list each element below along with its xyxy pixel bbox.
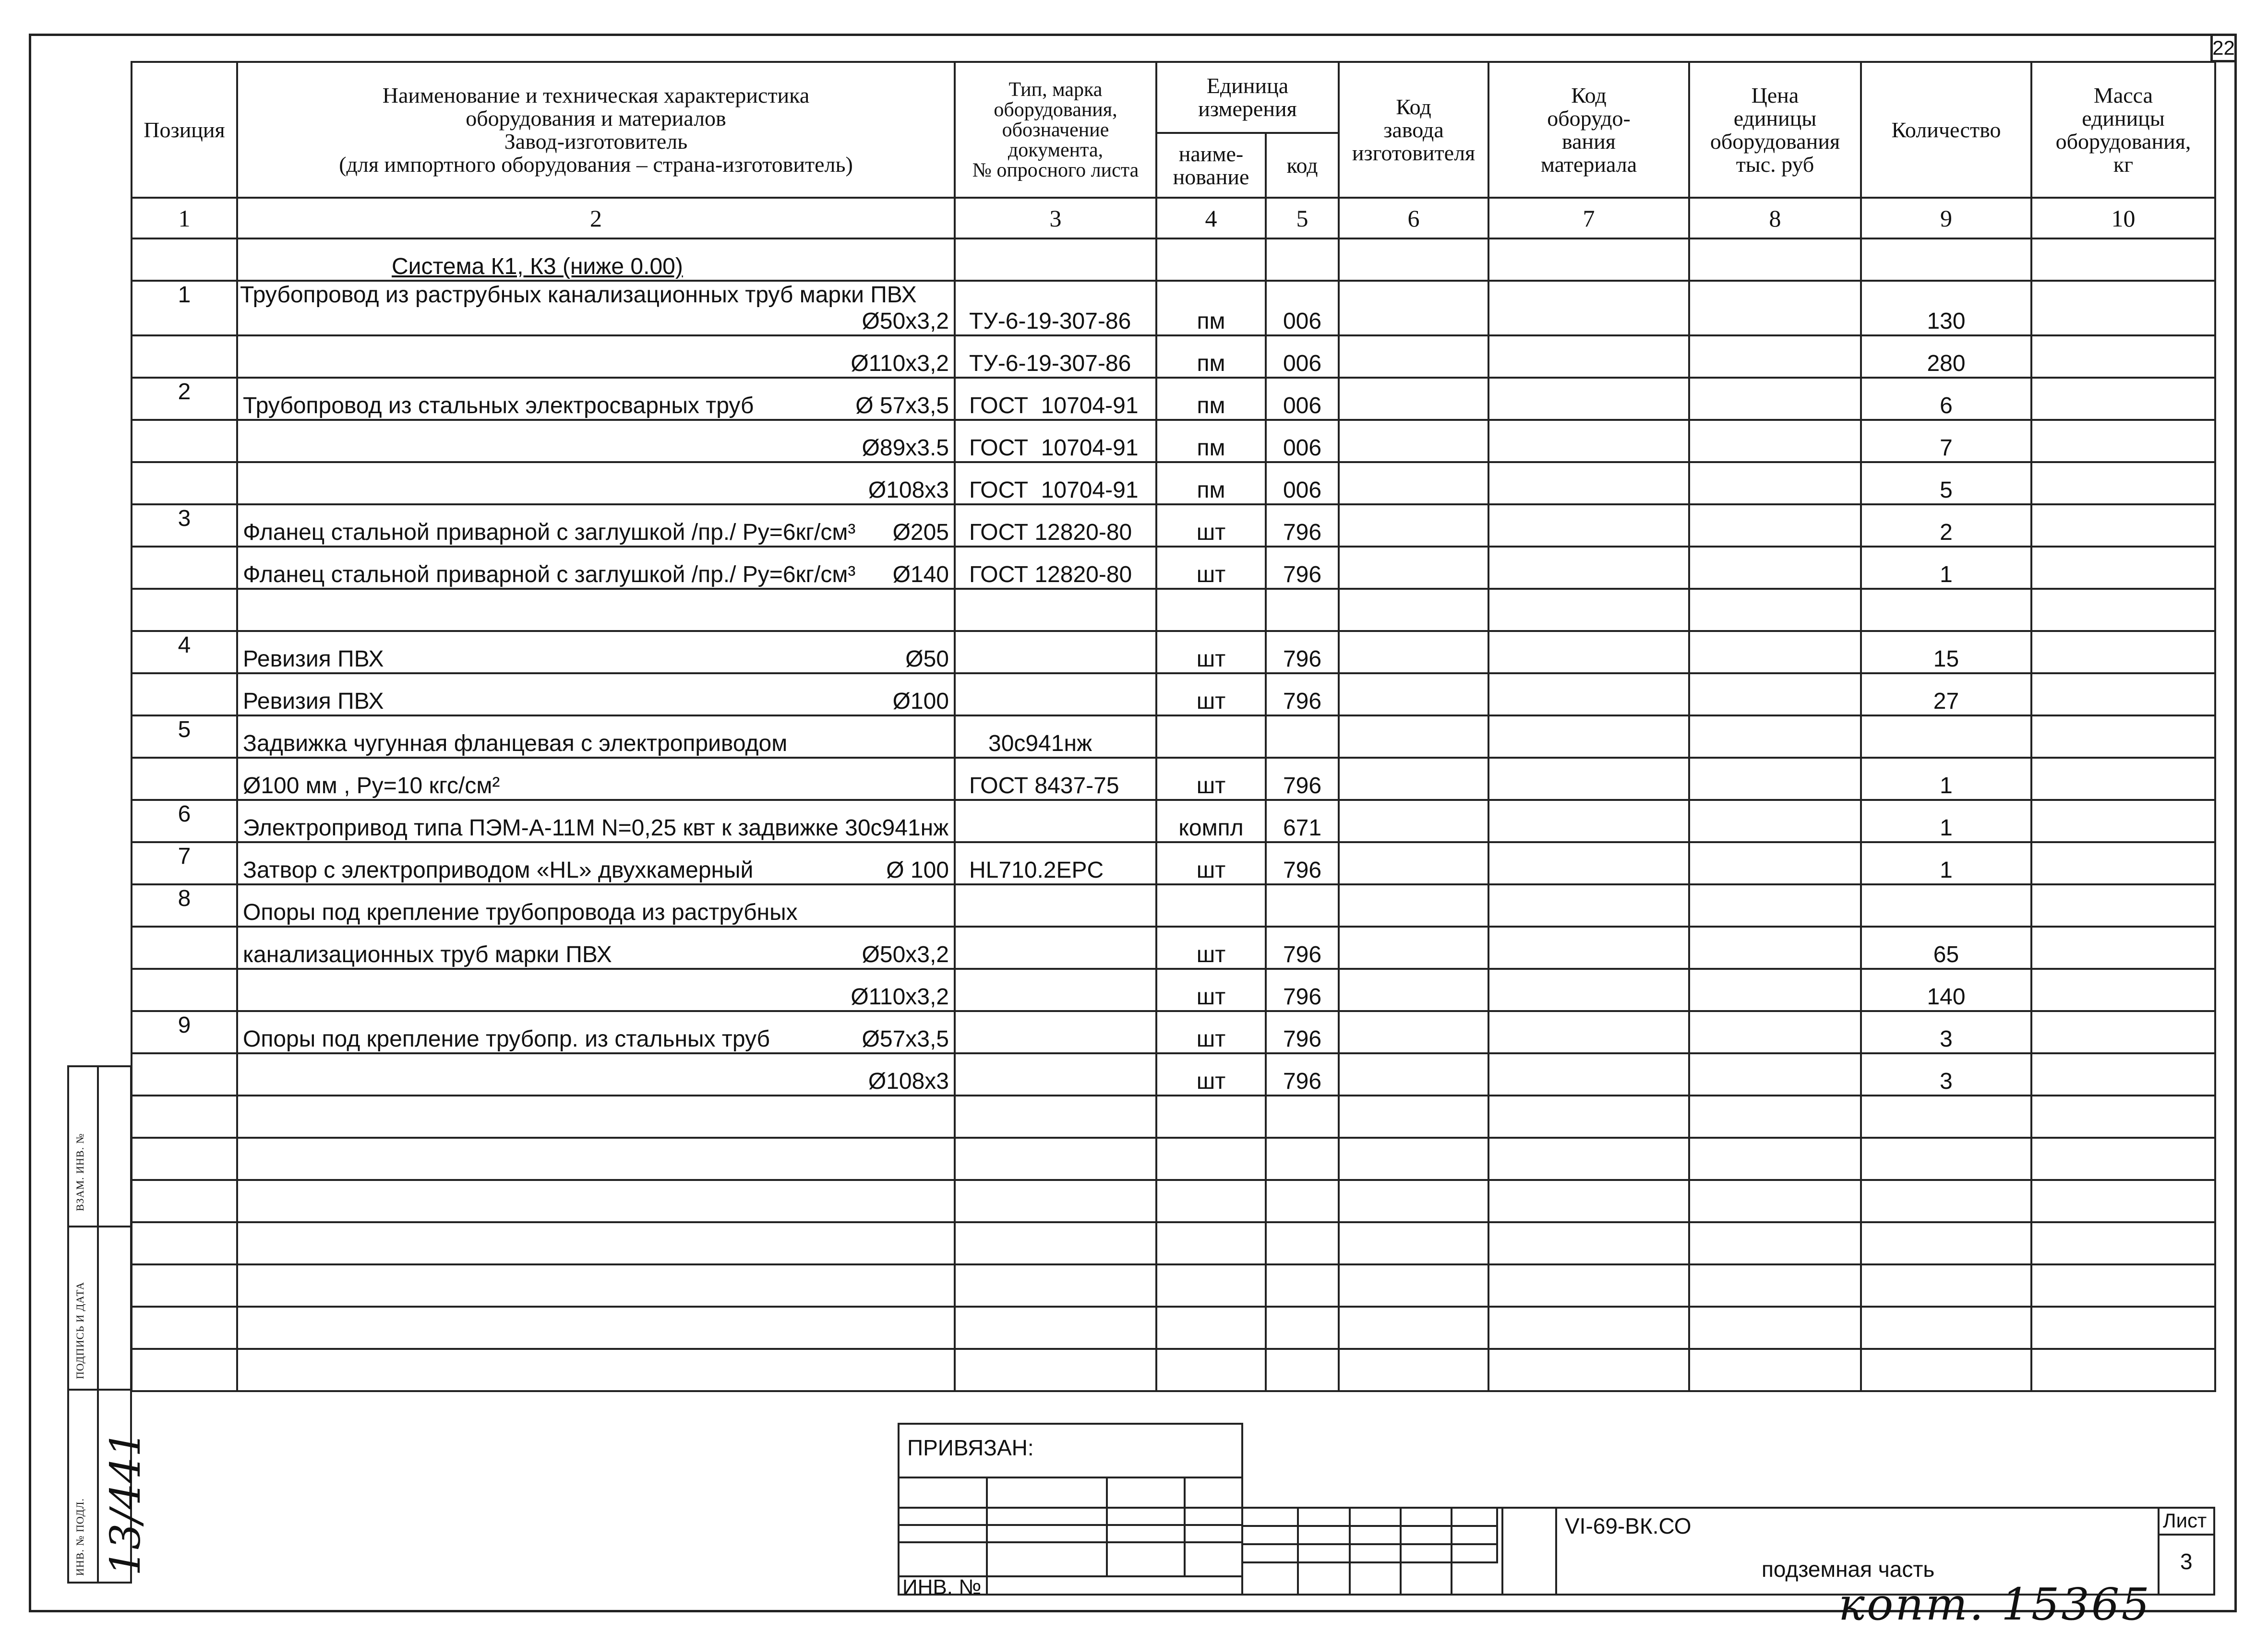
- row-unit-code: 006: [1266, 335, 1339, 378]
- header-maker-code: Код завода изготовителя: [1339, 62, 1488, 198]
- row-maker-code: [1339, 504, 1488, 547]
- row-unit-code: 796: [1266, 927, 1339, 969]
- row-price: [1689, 420, 1861, 462]
- row-name-cell: [237, 631, 955, 673]
- row-size: Ø50: [905, 646, 949, 672]
- row-position: [132, 927, 237, 969]
- row-maker-code: [1339, 547, 1488, 589]
- row-mass: [2031, 462, 2215, 504]
- row-unit: шт: [1156, 758, 1266, 800]
- row-unit: [1156, 589, 1266, 631]
- row-price: [1689, 462, 1861, 504]
- col-number: 3: [955, 198, 1156, 238]
- row-equip-code: [1488, 335, 1689, 378]
- table-row: [132, 1307, 2215, 1349]
- row-equip-code: [1488, 378, 1689, 420]
- row-name: Фланец стальной приварной с заглушкой /пр./ Ру=6кг/см³: [243, 520, 856, 545]
- row-quantity: 280: [1861, 335, 2031, 378]
- row-price: [1689, 927, 1861, 969]
- side-label-inv-podl: ИНВ. № ПОДЛ.: [74, 1498, 86, 1576]
- header-unit-name: наиме- нование: [1156, 133, 1266, 198]
- row-name: Ревизия ПВХ: [243, 689, 384, 714]
- table-row: [132, 547, 2215, 589]
- row-name: Трубопровод из раструбных канализационных труб марки ПВХ: [240, 282, 917, 308]
- row-quantity: 140: [1861, 969, 2031, 1011]
- row-type: [955, 589, 1156, 631]
- row-mass: [2031, 1053, 2215, 1096]
- section-title-row: [132, 238, 2215, 281]
- row-position: 9: [132, 1011, 237, 1053]
- row-name: Трубопровод из стальных электросварных труб: [243, 393, 754, 418]
- corner-sheet-number: 22: [2210, 34, 2237, 62]
- side-label-podpis-data: ПОДПИСЬ И ДАТА: [74, 1282, 86, 1379]
- row-unit-code: 796: [1266, 842, 1339, 884]
- row-maker-code: [1339, 884, 1488, 927]
- header-unit-group: Единица измерения: [1156, 62, 1339, 133]
- row-unit-code: 796: [1266, 1053, 1339, 1096]
- row-quantity: [1861, 715, 2031, 758]
- document-code: VI-69-ВК.СО: [1565, 1513, 1692, 1538]
- header-quantity: Количество: [1861, 62, 2031, 198]
- row-name: Опоры под крепление трубопр. из стальных труб: [243, 1026, 770, 1052]
- row-quantity: 2: [1861, 504, 2031, 547]
- row-name: канализационных труб марки ПВХ: [243, 942, 612, 967]
- row-equip-code: [1488, 420, 1689, 462]
- specification-table: [131, 61, 2216, 1392]
- row-name-cell: [237, 715, 955, 758]
- table-row: [132, 1349, 2215, 1391]
- row-quantity: 6: [1861, 378, 2031, 420]
- row-name-cell: [237, 462, 955, 504]
- row-quantity: 65: [1861, 927, 2031, 969]
- row-type: [955, 673, 1156, 715]
- row-type: [955, 1011, 1156, 1053]
- row-maker-code: [1339, 378, 1488, 420]
- row-quantity: 130: [1861, 281, 2031, 335]
- row-equip-code: [1488, 1053, 1689, 1096]
- table-row: [132, 884, 2215, 927]
- row-type: ГОСТ 10704-91: [955, 462, 1156, 504]
- row-price: [1689, 673, 1861, 715]
- row-mass: [2031, 420, 2215, 462]
- row-type: [955, 969, 1156, 1011]
- row-unit: шт: [1156, 673, 1266, 715]
- row-price: [1689, 758, 1861, 800]
- row-size: Ø108x3: [868, 477, 949, 503]
- row-quantity: 7: [1861, 420, 2031, 462]
- row-type: HL710.2EPC: [955, 842, 1156, 884]
- row-position: 7: [132, 842, 237, 884]
- section-title: Система К1, К3 (ниже 0.00): [237, 238, 955, 281]
- table-row: [132, 800, 2215, 842]
- row-price: [1689, 884, 1861, 927]
- row-maker-code: [1339, 1011, 1488, 1053]
- row-position: 2: [132, 378, 237, 420]
- header-mass: Масса единицы оборудования, кг: [2031, 62, 2215, 198]
- row-position: 8: [132, 884, 237, 927]
- row-price: [1689, 842, 1861, 884]
- row-size: Ø205: [892, 520, 949, 545]
- row-position: [132, 420, 237, 462]
- row-size: Ø 100: [886, 858, 949, 883]
- row-type: ТУ-6-19-307-86: [955, 281, 1156, 335]
- row-type: [955, 1053, 1156, 1096]
- table-row: [132, 335, 2215, 378]
- row-maker-code: [1339, 335, 1488, 378]
- row-maker-code: [1339, 281, 1488, 335]
- row-unit: компл: [1156, 800, 1266, 842]
- row-price: [1689, 715, 1861, 758]
- row-unit: пм: [1156, 281, 1266, 335]
- header-name: Наименование и техническая характеристика оборудования и материалов Завод-изготовитель (для импортного оборудования – страна-изготовитель): [237, 62, 955, 198]
- row-equip-code: [1488, 631, 1689, 673]
- row-mass: [2031, 927, 2215, 969]
- row-type: ГОСТ 10704-91: [955, 420, 1156, 462]
- sheet-number: 3: [2180, 1549, 2193, 1574]
- row-type: ГОСТ 8437-75: [955, 758, 1156, 800]
- table-row: [132, 1096, 2215, 1138]
- row-size: Ø50x3,2: [862, 942, 949, 967]
- col-number: 1: [132, 198, 237, 238]
- row-name-cell: [237, 1011, 955, 1053]
- row-unit: пм: [1156, 378, 1266, 420]
- row-mass: [2031, 589, 2215, 631]
- row-equip-code: [1488, 969, 1689, 1011]
- table-row: [132, 1264, 2215, 1307]
- row-position: 1: [132, 281, 237, 335]
- row-maker-code: [1339, 927, 1488, 969]
- row-mass: [2031, 335, 2215, 378]
- row-name: Ревизия ПВХ: [243, 646, 384, 672]
- row-mass: [2031, 969, 2215, 1011]
- row-mass: [2031, 504, 2215, 547]
- row-position: [132, 673, 237, 715]
- table-row: [132, 1180, 2215, 1222]
- row-size: Ø140: [892, 562, 949, 587]
- header-position: Позиция: [132, 62, 237, 198]
- row-name-cell: [237, 335, 955, 378]
- row-unit: пм: [1156, 335, 1266, 378]
- row-equip-code: [1488, 673, 1689, 715]
- row-size: Ø110x3,2: [851, 351, 949, 376]
- row-name-cell: [237, 800, 955, 842]
- row-position: 6: [132, 800, 237, 842]
- row-name-cell: [237, 842, 955, 884]
- row-mass: [2031, 547, 2215, 589]
- table-row: [132, 927, 2215, 969]
- table-row: [132, 842, 2215, 884]
- row-unit-code: [1266, 715, 1339, 758]
- row-price: [1689, 1053, 1861, 1096]
- row-name: Задвижка чугунная фланцевая с электроприводом: [243, 731, 788, 756]
- footer-handwritten-note: копт. 15365: [1838, 1579, 2151, 1630]
- row-equip-code: [1488, 462, 1689, 504]
- row-name-cell: [237, 281, 955, 335]
- row-unit: шт: [1156, 504, 1266, 547]
- row-mass: [2031, 758, 2215, 800]
- row-price: [1689, 504, 1861, 547]
- row-quantity: 1: [1861, 800, 2031, 842]
- row-unit-code: 006: [1266, 281, 1339, 335]
- row-quantity: 1: [1861, 758, 2031, 800]
- row-quantity: 1: [1861, 547, 2031, 589]
- row-unit-code: 796: [1266, 758, 1339, 800]
- row-type: ТУ-6-19-307-86: [955, 335, 1156, 378]
- row-name-cell: [237, 927, 955, 969]
- row-unit: [1156, 884, 1266, 927]
- row-equip-code: [1488, 842, 1689, 884]
- row-unit: пм: [1156, 420, 1266, 462]
- row-price: [1689, 335, 1861, 378]
- row-maker-code: [1339, 969, 1488, 1011]
- row-mass: [2031, 800, 2215, 842]
- row-mass: [2031, 631, 2215, 673]
- inv-no-label: ИНВ. №: [902, 1575, 982, 1599]
- row-maker-code: [1339, 758, 1488, 800]
- table-row: [132, 631, 2215, 673]
- row-unit-code: 796: [1266, 1011, 1339, 1053]
- row-price: [1689, 631, 1861, 673]
- row-mass: [2031, 884, 2215, 927]
- row-position: 5: [132, 715, 237, 758]
- col-number: 5: [1266, 198, 1339, 238]
- col-number: 6: [1339, 198, 1488, 238]
- row-position: 4: [132, 631, 237, 673]
- row-mass: [2031, 378, 2215, 420]
- row-size: Ø57x3,5: [862, 1026, 949, 1052]
- col-number: 2: [237, 198, 955, 238]
- col-number: 7: [1488, 198, 1689, 238]
- row-size: Ø 57x3,5: [855, 393, 949, 418]
- table-row: [132, 1053, 2215, 1096]
- row-mass: [2031, 673, 2215, 715]
- row-equip-code: [1488, 589, 1689, 631]
- row-maker-code: [1339, 420, 1488, 462]
- row-equip-code: [1488, 927, 1689, 969]
- row-unit: шт: [1156, 927, 1266, 969]
- row-quantity: [1861, 589, 2031, 631]
- row-position: 3: [132, 504, 237, 547]
- col-number: 10: [2031, 198, 2215, 238]
- row-unit-code: 796: [1266, 673, 1339, 715]
- row-name-cell: [237, 547, 955, 589]
- row-equip-code: [1488, 758, 1689, 800]
- row-maker-code: [1339, 673, 1488, 715]
- title-block: [898, 1423, 2215, 1599]
- row-price: [1689, 281, 1861, 335]
- table-row: [132, 420, 2215, 462]
- row-unit: шт: [1156, 631, 1266, 673]
- row-type: ГОСТ 12820-80: [955, 547, 1156, 589]
- row-position: [132, 335, 237, 378]
- header-price: Цена единицы оборудования тыс. руб: [1689, 62, 1861, 198]
- row-equip-code: [1488, 1011, 1689, 1053]
- row-equip-code: [1488, 281, 1689, 335]
- row-unit-code: 796: [1266, 547, 1339, 589]
- row-name: Фланец стальной приварной с заглушкой /пр./ Ру=6кг/см³: [243, 562, 856, 587]
- col-number: 9: [1861, 198, 2031, 238]
- row-quantity: [1861, 884, 2031, 927]
- row-unit: пм: [1156, 462, 1266, 504]
- row-unit-code: 006: [1266, 462, 1339, 504]
- row-unit-code: [1266, 884, 1339, 927]
- row-name: Затвор с электроприводом «HL» двухкамерный: [243, 858, 754, 883]
- row-mass: [2031, 281, 2215, 335]
- row-name-cell: [237, 420, 955, 462]
- row-position: [132, 758, 237, 800]
- row-size: Ø89x3.5: [862, 435, 949, 461]
- row-unit: шт: [1156, 1011, 1266, 1053]
- row-equip-code: [1488, 800, 1689, 842]
- col-number: 8: [1689, 198, 1861, 238]
- row-equip-code: [1488, 547, 1689, 589]
- row-size: Ø50x3,2: [862, 309, 949, 334]
- row-mass: [2031, 1011, 2215, 1053]
- row-unit-code: 796: [1266, 504, 1339, 547]
- row-name-cell: [237, 504, 955, 547]
- sheet-label: Лист: [2163, 1509, 2207, 1532]
- header-unit-code: код: [1266, 133, 1339, 198]
- table-row: [132, 378, 2215, 420]
- row-type: [955, 800, 1156, 842]
- row-equip-code: [1488, 884, 1689, 927]
- privyazan-label: ПРИВЯЗАН:: [907, 1435, 1034, 1460]
- row-name-cell: [237, 758, 955, 800]
- table-row: [132, 462, 2215, 504]
- row-type: [955, 631, 1156, 673]
- table-row: [132, 1138, 2215, 1180]
- table-row: [132, 673, 2215, 715]
- row-size: Ø100: [892, 689, 949, 714]
- side-stamp: [67, 1065, 150, 1584]
- side-label-vzam-inv: ВЗАМ. ИНВ. №: [74, 1133, 86, 1211]
- table-row: [132, 1222, 2215, 1264]
- row-type: 30с941нж: [955, 715, 1156, 758]
- row-mass: [2031, 842, 2215, 884]
- row-name: Ø100 мм , Ру=10 кгс/см²: [243, 773, 500, 798]
- header-type: Тип, марка оборудования, обозначение документа, № опросного листа: [955, 62, 1156, 198]
- row-maker-code: [1339, 462, 1488, 504]
- row-position: [132, 547, 237, 589]
- table-row: [132, 758, 2215, 800]
- row-position: [132, 462, 237, 504]
- handwritten-inventory-number: 13/441: [102, 1430, 150, 1576]
- row-price: [1689, 589, 1861, 631]
- row-unit: шт: [1156, 547, 1266, 589]
- row-position: [132, 1053, 237, 1096]
- row-name: Электропривод типа ПЭМ-А-11М N=0,25 квт к задвижке 30с941нж: [243, 815, 949, 841]
- specification-body: [132, 198, 2215, 1391]
- row-name-cell: [237, 589, 955, 631]
- row-type: [955, 927, 1156, 969]
- row-equip-code: [1488, 504, 1689, 547]
- row-maker-code: [1339, 842, 1488, 884]
- row-quantity: 15: [1861, 631, 2031, 673]
- row-maker-code: [1339, 715, 1488, 758]
- row-mass: [2031, 715, 2215, 758]
- row-quantity: 3: [1861, 1053, 2031, 1096]
- row-unit-code: 006: [1266, 420, 1339, 462]
- row-quantity: 3: [1861, 1011, 2031, 1053]
- row-name-cell: [237, 969, 955, 1011]
- row-type: [955, 884, 1156, 927]
- row-price: [1689, 547, 1861, 589]
- row-maker-code: [1339, 800, 1488, 842]
- row-type: ГОСТ 12820-80: [955, 504, 1156, 547]
- row-type: ГОСТ 10704-91: [955, 378, 1156, 420]
- row-position: [132, 969, 237, 1011]
- row-price: [1689, 1011, 1861, 1053]
- row-name-cell: [237, 884, 955, 927]
- row-name-cell: [237, 673, 955, 715]
- row-unit: шт: [1156, 842, 1266, 884]
- row-quantity: 27: [1861, 673, 2031, 715]
- row-price: [1689, 969, 1861, 1011]
- row-unit-code: 671: [1266, 800, 1339, 842]
- column-numbers-row: [132, 198, 2215, 238]
- row-name: Опоры под крепление трубопровода из раструбных: [243, 900, 798, 925]
- row-unit-code: [1266, 589, 1339, 631]
- row-unit-code: 796: [1266, 969, 1339, 1011]
- table-row: [132, 1011, 2215, 1053]
- row-equip-code: [1488, 715, 1689, 758]
- row-size: Ø110x3,2: [851, 984, 949, 1010]
- row-unit: [1156, 715, 1266, 758]
- table-row: [132, 969, 2215, 1011]
- row-unit: шт: [1156, 969, 1266, 1011]
- col-number: 4: [1156, 198, 1266, 238]
- row-maker-code: [1339, 631, 1488, 673]
- table-row: [132, 281, 2215, 335]
- table-row: [132, 589, 2215, 631]
- table-row: [132, 504, 2215, 547]
- row-quantity: 5: [1861, 462, 2031, 504]
- row-position: [132, 589, 237, 631]
- row-price: [1689, 800, 1861, 842]
- document-title: подземная часть: [1762, 1557, 1935, 1582]
- row-name-cell: [237, 378, 955, 420]
- row-name-cell: [237, 1053, 955, 1096]
- row-quantity: 1: [1861, 842, 2031, 884]
- row-price: [1689, 378, 1861, 420]
- table-row: [132, 715, 2215, 758]
- row-unit: шт: [1156, 1053, 1266, 1096]
- row-maker-code: [1339, 1053, 1488, 1096]
- row-maker-code: [1339, 589, 1488, 631]
- row-unit-code: 796: [1266, 631, 1339, 673]
- row-size: Ø108x3: [868, 1069, 949, 1094]
- row-unit-code: 006: [1266, 378, 1339, 420]
- header-equip-code: Код оборудо- вания материала: [1488, 62, 1689, 198]
